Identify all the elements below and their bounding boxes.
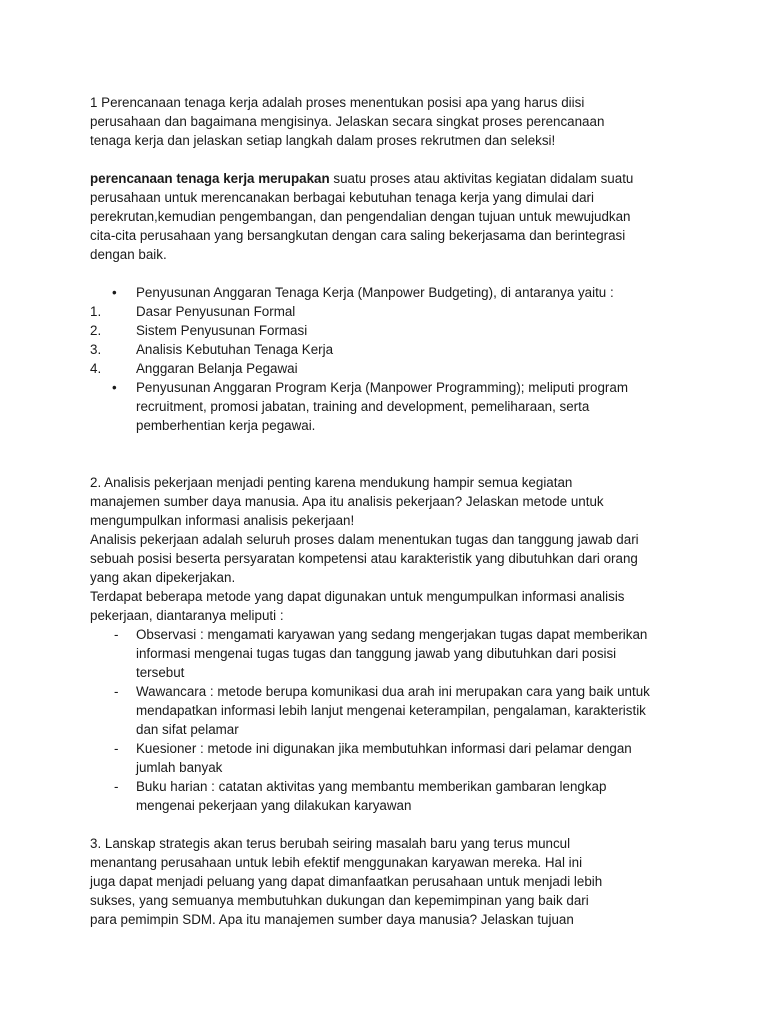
numbered-item	[90, 340, 680, 359]
numbered-text: Analisis Kebutuhan Tenaga Kerja	[136, 342, 334, 357]
number-marker: 4.	[90, 361, 102, 376]
q1-answer-line	[90, 169, 680, 188]
q3-question-line: juga dapat menjadi peluang yang dapat dimanfaatkan perusahaan untuk menjadi lebih	[90, 874, 603, 889]
q1-question-line: perusahaan dan bagaimana mengisinya. Jelaskan secara singkat proses perencanaan	[90, 114, 605, 129]
bullet-text: Penyusunan Anggaran Tenaga Kerja (Manpower Budgeting), di antaranya yaitu :	[136, 285, 614, 300]
q2-question-line: 2. Analisis pekerjaan menjadi penting karena mendukung hampir semua kegiatan	[90, 475, 573, 490]
bullet-item	[90, 378, 680, 435]
dash-item	[90, 682, 680, 739]
q1-question-line: tenaga kerja dan jelaskan setiap langkah dalam proses rekrutmen dan seleksi!	[90, 133, 556, 148]
numbered-text: Dasar Penyusunan Formal	[136, 304, 296, 319]
q3-question-line: para pemimpin SDM. Apa itu manajemen sumber daya manusia? Jelaskan tujuan	[90, 912, 574, 927]
numbered-item	[90, 321, 680, 340]
dash-text-line: mendapatkan informasi lebih lanjut mengenai keterampilan, pengalaman, karakteristik	[136, 703, 646, 718]
dash-marker: -	[114, 684, 119, 699]
numbered-item	[90, 302, 680, 321]
q1-answer-rest: suatu proses atau aktivitas kegiatan didalam suatu	[329, 171, 634, 186]
q2-question-line: mengumpulkan informasi analisis pekerjaan!	[90, 513, 355, 528]
q2-answer-line: sebuah posisi beserta persyaratan kompetensi atau karakteristik yang dibutuhkan dari orang	[90, 551, 638, 566]
number-marker: 2.	[90, 323, 102, 338]
q1-answer-line: cita-cita perusahaan yang bersangkutan dengan cara saling bekerjasama dan berintegrasi	[90, 228, 626, 243]
dash-marker: -	[114, 779, 119, 794]
dash-text-line: Wawancara : metode berupa komunikasi dua arah ini merupakan cara yang baik untuk	[136, 684, 650, 699]
bullet-marker: •	[112, 285, 117, 300]
q1-answer-line: perekrutan,kemudian pengembangan, dan pengendalian dengan tujuan untuk mewujudkan	[90, 209, 631, 224]
dash-item	[90, 625, 680, 682]
bullet-text-line: recruitment, promosi jabatan, training and development, pemeliharaan, serta	[136, 399, 590, 414]
numbered-text: Sistem Penyusunan Formasi	[136, 323, 308, 338]
dash-item	[90, 777, 680, 815]
document-body	[90, 93, 680, 929]
dash-text-line: mengenai pekerjaan yang dilakukan karyawan	[136, 798, 412, 813]
q2-answer-line: yang akan dipekerjakan.	[90, 570, 236, 585]
bullet-text-line: pemberhentian kerja pegawai.	[136, 418, 316, 433]
dash-text-line: Observasi : mengamati karyawan yang sedang mengerjakan tugas dapat memberikan	[136, 627, 648, 642]
q3-question-line: 3. Lanskap strategis akan terus berubah seiring masalah baru yang terus muncul	[90, 836, 571, 851]
q2-answer-line: Terdapat beberapa metode yang dapat digunakan untuk mengumpulkan informasi analisis	[90, 589, 625, 604]
dash-text-line: Kuesioner : metode ini digunakan jika membutuhkan informasi dari pelamar dengan	[136, 741, 632, 756]
dash-text-line: tersebut	[136, 665, 185, 680]
numbered-text: Anggaran Belanja Pegawai	[136, 361, 298, 376]
dash-text-line: jumlah banyak	[136, 760, 223, 775]
dash-text-line: Buku harian : catatan aktivitas yang membantu memberikan gambaran lengkap	[136, 779, 607, 794]
q3-question-line: menantang perusahaan untuk lebih efektif menggunakan karyawan mereka. Hal ini	[90, 855, 583, 870]
number-marker: 1.	[90, 304, 102, 319]
dash-text-line: dan sifat pelamar	[136, 722, 239, 737]
q1-answer-bold: perencanaan tenaga kerja merupakan	[90, 171, 330, 186]
q2-answer-line: Analisis pekerjaan adalah seluruh proses dalam menentukan tugas dan tanggung jawab dari	[90, 532, 639, 547]
dash-text-line: informasi mengenai tugas tugas dan tanggung jawab yang dibutuhkan dari posisi	[136, 646, 617, 661]
q1-answer-line: perusahaan untuk merencanakan berbagai kebutuhan tenaga kerja yang dimulai dari	[90, 190, 594, 205]
number-marker: 3.	[90, 342, 102, 357]
bullet-item	[90, 283, 680, 302]
dash-marker: -	[114, 741, 119, 756]
numbered-item	[90, 359, 680, 378]
q2-question-line: manajemen sumber daya manusia. Apa itu analisis pekerjaan? Jelaskan metode untuk	[90, 494, 604, 509]
dash-marker: -	[114, 627, 119, 642]
dash-item	[90, 739, 680, 777]
q1-question-line: 1 Perencanaan tenaga kerja adalah proses menentukan posisi apa yang harus diisi	[90, 95, 585, 110]
q1-answer-line: dengan baik.	[90, 247, 167, 262]
bullet-text-line: Penyusunan Anggaran Program Kerja (Manpower Programming); meliputi program	[136, 380, 628, 395]
q2-answer-line: pekerjaan, diantaranya meliputi :	[90, 608, 284, 623]
bullet-marker: •	[112, 380, 117, 395]
q3-question-line: sukses, yang semuanya membutuhkan dukungan dan kepemimpinan yang baik dari	[90, 893, 589, 908]
